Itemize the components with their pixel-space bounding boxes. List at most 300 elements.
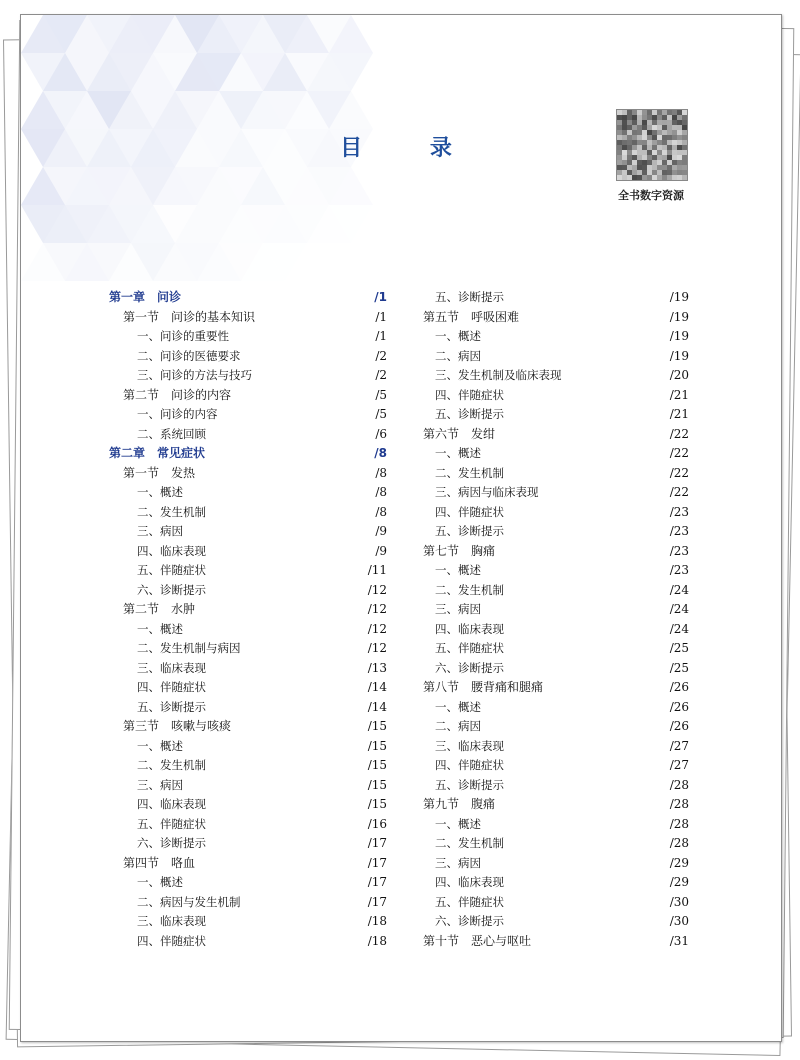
toc-entry-section[interactable] <box>423 795 689 815</box>
qr-cell <box>672 155 677 160</box>
qr-cell <box>672 130 677 135</box>
toc-entry-page: /6 <box>375 426 387 441</box>
toc-entry-title: 三、病因与临床表现 <box>435 485 539 499</box>
toc-entry-page: /18 <box>367 914 387 928</box>
toc-entry-page: /23 <box>669 543 689 558</box>
qr-cell <box>672 150 677 155</box>
qr-cell <box>672 120 677 125</box>
toc-entry-item[interactable] <box>109 932 387 952</box>
toc-entry-title: 二、病因与发生机制 <box>137 894 241 909</box>
toc-entry-section[interactable] <box>109 308 387 328</box>
qr-cell <box>657 160 662 165</box>
toc-entry-page: /29 <box>669 875 689 889</box>
qr-cell <box>622 135 627 140</box>
toc-entry-title: 六、诊断提示 <box>137 582 206 597</box>
toc-entry-item[interactable] <box>423 737 689 757</box>
toc-entry-section[interactable] <box>109 717 387 737</box>
toc-entry-item[interactable] <box>109 834 387 854</box>
toc-entry-item[interactable] <box>109 581 387 601</box>
qr-cell <box>682 110 687 115</box>
toc-entry-title: 二、病因 <box>435 719 481 733</box>
toc-entry-title: 第六节 发绀 <box>423 426 496 441</box>
toc-entry-item[interactable] <box>109 405 387 425</box>
toc-entry-page: /9 <box>375 524 387 538</box>
qr-cell <box>682 135 687 140</box>
toc-entry-title: 一、概述 <box>137 621 183 636</box>
toc-entry-item[interactable] <box>423 444 689 464</box>
toc-entry-item[interactable] <box>109 756 387 776</box>
qr-cell <box>632 155 637 160</box>
qr-cell <box>672 175 677 180</box>
qr-cell <box>627 120 632 125</box>
toc-entry-page: /1 <box>374 290 387 304</box>
toc-entry-page: /17 <box>367 894 387 909</box>
qr-cell <box>637 115 642 120</box>
page-title: 目 录 <box>340 136 482 161</box>
qr-cell <box>617 160 622 165</box>
toc-entry-page: /8 <box>375 485 387 499</box>
qr-cell <box>647 120 652 125</box>
toc-entry-item[interactable] <box>109 912 387 932</box>
toc-column-left <box>109 288 387 951</box>
qr-cell <box>637 125 642 130</box>
toc-entry-item[interactable] <box>109 698 387 718</box>
qr-cell <box>677 165 682 170</box>
toc-entry-section[interactable] <box>109 600 387 620</box>
toc-entry-title: 第二节 问诊的内容 <box>123 387 232 402</box>
qr-cell <box>652 140 657 145</box>
qr-cell <box>657 125 662 130</box>
qr-cell <box>657 135 662 140</box>
toc-entry-title: 二、发生机制 <box>137 504 206 519</box>
toc-entry-title: 二、发生机制与病因 <box>137 641 241 655</box>
qr-cell <box>622 120 627 125</box>
toc-entry-chapter[interactable] <box>109 288 387 308</box>
qr-cell <box>672 110 677 115</box>
qr-cell <box>617 150 622 155</box>
qr-cell <box>672 145 677 150</box>
toc-entry-page: /29 <box>669 855 689 870</box>
qr-cell <box>657 150 662 155</box>
toc-entry-item[interactable] <box>109 678 387 698</box>
toc-entry-page: /2 <box>375 368 387 382</box>
qr-cell <box>667 120 672 125</box>
toc-entry-page: /14 <box>367 680 387 694</box>
qr-cell <box>632 140 637 145</box>
toc-entry-item[interactable] <box>109 639 387 659</box>
toc-entry-title: 四、伴随症状 <box>435 758 504 772</box>
toc-entry-item[interactable] <box>109 873 387 893</box>
qr-cell <box>682 155 687 160</box>
toc-entry-item[interactable] <box>423 912 689 932</box>
toc-entry-item[interactable] <box>423 327 689 347</box>
qr-cell <box>667 170 672 175</box>
toc-entry-title: 二、发生机制 <box>435 836 504 850</box>
toc-entry-item[interactable] <box>423 834 689 854</box>
toc-entry-page: /19 <box>669 290 689 304</box>
toc-entry-title: 三、病因 <box>435 855 481 870</box>
toc-entry-item[interactable] <box>109 776 387 796</box>
toc-entry-page: /15 <box>367 738 387 753</box>
toc-entry-title: 四、伴随症状 <box>435 504 504 519</box>
qr-cell <box>622 145 627 150</box>
toc-entry-item[interactable] <box>423 854 689 874</box>
toc-entry-title: 第二节 水肿 <box>123 602 196 616</box>
toc-entry-item[interactable] <box>423 347 689 367</box>
toc-entry-item[interactable] <box>423 873 689 893</box>
toc-entry-item[interactable] <box>109 366 387 386</box>
qr-cell <box>622 155 627 160</box>
toc-entry-item[interactable] <box>423 483 689 503</box>
toc-entry-page: /27 <box>669 738 689 753</box>
qr-cell <box>642 145 647 150</box>
toc-entry-item[interactable] <box>423 405 689 425</box>
toc-entry-title: 六、诊断提示 <box>435 914 504 928</box>
toc-entry-section[interactable] <box>423 425 689 445</box>
qr-cell <box>677 110 682 115</box>
qr-cell <box>627 140 632 145</box>
qr-cell <box>647 125 652 130</box>
toc-entry-title: 二、发生机制 <box>435 582 504 597</box>
qr-cell <box>662 110 667 115</box>
qr-cell <box>642 115 647 120</box>
toc-entry-section[interactable] <box>423 542 689 562</box>
toc-entry-title: 二、发生机制 <box>137 758 206 772</box>
toc-entry-section[interactable] <box>109 854 387 874</box>
toc-entry-item[interactable] <box>109 620 387 640</box>
qr-cell <box>622 125 627 130</box>
qr-cell <box>647 165 652 170</box>
toc-entry-item[interactable] <box>423 600 689 620</box>
qr-cell <box>627 170 632 175</box>
qr-cell <box>657 155 662 160</box>
toc-entry-item[interactable] <box>423 639 689 659</box>
qr-cell <box>662 140 667 145</box>
qr-cell <box>637 130 642 135</box>
toc-entry-page: /13 <box>367 660 387 675</box>
toc-entry-item[interactable] <box>423 386 689 406</box>
qr-cell <box>632 120 637 125</box>
toc-entry-title: 一、问诊的重要性 <box>137 329 229 343</box>
toc-entry-title: 一、概述 <box>137 738 183 753</box>
qr-cell <box>682 160 687 165</box>
toc-entry-title: 一、问诊的内容 <box>137 407 218 421</box>
toc-entry-title: 五、诊断提示 <box>137 699 206 714</box>
qr-cell <box>677 125 682 130</box>
qr-cell <box>677 160 682 165</box>
qr-cell <box>632 175 637 180</box>
qr-cell <box>657 130 662 135</box>
toc-entry-item[interactable] <box>109 347 387 367</box>
toc-entry-item[interactable] <box>109 737 387 757</box>
toc-entry-item[interactable] <box>423 893 689 913</box>
toc-entry-page: /11 <box>367 563 387 577</box>
toc-entry-title: 五、伴随症状 <box>137 816 206 831</box>
toc-entry-section[interactable] <box>423 932 689 952</box>
qr-cell <box>617 135 622 140</box>
toc-entry-title: 第九节 腹痛 <box>423 797 496 811</box>
toc-entry-page: /8 <box>374 446 387 460</box>
qr-cell <box>647 110 652 115</box>
toc-entry-page: /8 <box>375 465 387 480</box>
qr-cell <box>667 140 672 145</box>
toc-entry-section[interactable] <box>423 308 689 328</box>
toc-entry-page: /17 <box>367 836 387 850</box>
qr-cell <box>632 110 637 115</box>
toc-entry-item[interactable] <box>423 581 689 601</box>
qr-cell <box>657 120 662 125</box>
toc-entry-item[interactable] <box>423 815 689 835</box>
qr-cell <box>622 175 627 180</box>
toc-entry-title: 五、伴随症状 <box>137 563 206 577</box>
toc-entry-page: /17 <box>367 855 387 870</box>
qr-cell <box>627 165 632 170</box>
qr-cell <box>627 130 632 135</box>
qr-cell <box>642 110 647 115</box>
toc-entry-title: 第三节 咳嗽与咳痰 <box>123 719 232 733</box>
toc-entry-page: /30 <box>669 894 689 909</box>
toc-entry-item[interactable] <box>109 795 387 815</box>
qr-cell <box>652 115 657 120</box>
toc-entry-title: 第四节 咯血 <box>123 855 196 870</box>
qr-cell <box>627 150 632 155</box>
qr-cell <box>647 155 652 160</box>
toc-entry-item[interactable] <box>423 522 689 542</box>
toc-entry-page: /23 <box>669 563 689 577</box>
toc-entry-item[interactable] <box>423 698 689 718</box>
toc-entry-item[interactable] <box>423 561 689 581</box>
qr-cell <box>627 115 632 120</box>
toc-entry-title: 第一节 问诊的基本知识 <box>123 309 256 324</box>
toc-entry-item[interactable] <box>423 756 689 776</box>
toc-entry-page: /12 <box>367 621 387 636</box>
qr-cell <box>667 160 672 165</box>
toc-page <box>20 14 782 1042</box>
qr-cell <box>642 155 647 160</box>
qr-cell <box>677 155 682 160</box>
toc-entry-title: 第八节 腰背痛和腿痛 <box>423 680 544 694</box>
toc-entry-title: 四、临床表现 <box>137 797 206 811</box>
toc-column-right <box>423 288 689 951</box>
qr-cell <box>662 175 667 180</box>
toc-entry-title: 一、概述 <box>435 329 481 343</box>
qr-cell <box>672 170 677 175</box>
toc-entry-item[interactable] <box>423 464 689 484</box>
qr-cell <box>617 145 622 150</box>
toc-entry-page: /24 <box>669 602 689 616</box>
toc-entry-title: 四、伴随症状 <box>137 680 206 694</box>
qr-cell <box>652 175 657 180</box>
qr-cell <box>652 130 657 135</box>
qr-cell <box>677 130 682 135</box>
qr-cell <box>652 135 657 140</box>
toc-entry-page: /23 <box>669 504 689 519</box>
toc-entry-item[interactable] <box>109 561 387 581</box>
qr-cell <box>677 170 682 175</box>
qr-cell <box>667 125 672 130</box>
toc-entry-page: /30 <box>669 914 689 928</box>
qr-cell <box>652 155 657 160</box>
qr-cell <box>662 125 667 130</box>
qr-cell <box>632 165 637 170</box>
toc-entry-item[interactable] <box>109 503 387 523</box>
qr-cell <box>637 110 642 115</box>
qr-cell <box>667 155 672 160</box>
qr-cell <box>682 150 687 155</box>
toc-entry-page: /24 <box>669 621 689 636</box>
toc-entry-title: 五、诊断提示 <box>435 290 504 304</box>
qr-cell <box>672 165 677 170</box>
toc-entry-page: /26 <box>669 699 689 714</box>
qr-cell <box>672 135 677 140</box>
toc-entry-title: 二、系统回顾 <box>137 426 206 441</box>
toc-entry-title: 第十节 恶心与呕吐 <box>423 933 532 948</box>
toc-entry-title: 第二章 常见症状 <box>109 446 206 460</box>
qr-cell <box>642 130 647 135</box>
qr-cell <box>662 115 667 120</box>
toc-entry-page: /28 <box>669 777 689 792</box>
qr-cell <box>637 165 642 170</box>
qr-cell <box>682 125 687 130</box>
qr-cell <box>682 115 687 120</box>
qr-cell <box>657 145 662 150</box>
qr-cell <box>632 115 637 120</box>
qr-cell <box>637 135 642 140</box>
toc-entry-item[interactable] <box>423 288 689 308</box>
qr-cell <box>662 150 667 155</box>
toc-entry-page: /12 <box>367 641 387 655</box>
qr-cell <box>672 160 677 165</box>
qr-cell <box>617 165 622 170</box>
qr-cell <box>657 115 662 120</box>
toc-entry-page: /15 <box>367 797 387 811</box>
toc-entry-page: /25 <box>669 660 689 675</box>
toc-entry-title: 一、概述 <box>137 875 183 889</box>
qr-cell <box>637 120 642 125</box>
toc-entry-item[interactable] <box>423 366 689 386</box>
qr-cell <box>682 175 687 180</box>
toc-entry-chapter[interactable] <box>109 444 387 464</box>
qr-cell <box>657 140 662 145</box>
toc-entry-title: 四、伴随症状 <box>435 387 504 402</box>
toc-entry-title: 一、概述 <box>435 563 481 577</box>
qr-cell <box>617 140 622 145</box>
qr-cell <box>652 160 657 165</box>
qr-cell <box>617 110 622 115</box>
toc-entry-section[interactable] <box>109 386 387 406</box>
toc-entry-section[interactable] <box>423 678 689 698</box>
qr-cell <box>642 160 647 165</box>
qr-cell <box>637 150 642 155</box>
toc-entry-item[interactable] <box>109 659 387 679</box>
qr-cell <box>657 170 662 175</box>
qr-cell <box>662 165 667 170</box>
qr-cell <box>652 165 657 170</box>
qr-code-label: 全书数字资源 <box>618 189 684 202</box>
qr-cell <box>642 175 647 180</box>
toc-entry-title: 三、病因 <box>435 602 481 616</box>
qr-cell <box>617 170 622 175</box>
qr-cell <box>622 165 627 170</box>
qr-cell <box>657 165 662 170</box>
qr-code[interactable] <box>616 109 688 181</box>
qr-cell <box>617 155 622 160</box>
toc-entry-title: 一、概述 <box>435 816 481 831</box>
toc-entry-title: 五、诊断提示 <box>435 777 504 792</box>
toc-entry-page: /12 <box>367 582 387 597</box>
toc-entry-item[interactable] <box>109 483 387 503</box>
toc-entry-page: /22 <box>669 485 689 499</box>
toc-entry-title: 三、临床表现 <box>137 914 206 928</box>
qr-cell <box>682 170 687 175</box>
qr-cell <box>637 175 642 180</box>
qr-cell <box>662 155 667 160</box>
toc-entry-item[interactable] <box>109 327 387 347</box>
toc-entry-page: /1 <box>375 329 387 343</box>
qr-cell <box>677 145 682 150</box>
qr-cell <box>652 150 657 155</box>
toc-entry-item[interactable] <box>109 893 387 913</box>
qr-cell <box>652 125 657 130</box>
toc-entry-item[interactable] <box>109 425 387 445</box>
qr-cell <box>622 140 627 145</box>
toc-entry-item[interactable] <box>423 776 689 796</box>
qr-cell <box>672 140 677 145</box>
qr-cell <box>652 120 657 125</box>
qr-cell <box>667 150 672 155</box>
toc-entry-title: 五、伴随症状 <box>435 641 504 655</box>
toc-entry-title: 五、诊断提示 <box>435 524 504 538</box>
qr-cell <box>667 130 672 135</box>
toc-entry-page: /28 <box>669 797 689 811</box>
toc-entry-page: /15 <box>367 719 387 733</box>
qr-cell <box>627 110 632 115</box>
toc-entry-page: /14 <box>367 699 387 714</box>
qr-cell <box>682 120 687 125</box>
qr-cell <box>652 145 657 150</box>
toc-entry-title: 三、发生机制及临床表现 <box>435 368 562 382</box>
toc-entry-item[interactable] <box>109 542 387 562</box>
toc-entry-page: /17 <box>367 875 387 889</box>
qr-cell <box>642 150 647 155</box>
qr-cell <box>662 135 667 140</box>
toc-entry-item[interactable] <box>423 503 689 523</box>
toc-entry-item[interactable] <box>109 522 387 542</box>
qr-cell <box>637 160 642 165</box>
toc-entry-item[interactable] <box>423 659 689 679</box>
toc-entry-page: /22 <box>669 426 689 441</box>
qr-cell <box>632 170 637 175</box>
toc-entry-title: 第一节 发热 <box>123 465 196 480</box>
toc-entry-page: /21 <box>669 387 689 402</box>
toc-entry-item[interactable] <box>109 815 387 835</box>
qr-cell <box>672 125 677 130</box>
toc-entry-section[interactable] <box>109 464 387 484</box>
qr-cell <box>672 115 677 120</box>
toc-entry-title: 三、临床表现 <box>137 660 206 675</box>
toc-entry-item[interactable] <box>423 620 689 640</box>
toc-entry-title: 三、问诊的方法与技巧 <box>137 368 252 382</box>
toc-entry-item[interactable] <box>423 717 689 737</box>
qr-cell <box>617 120 622 125</box>
toc-entry-title: 五、伴随症状 <box>435 894 504 909</box>
qr-cell <box>642 140 647 145</box>
qr-cell <box>677 175 682 180</box>
qr-cell <box>677 140 682 145</box>
qr-cell <box>677 135 682 140</box>
qr-cell <box>647 175 652 180</box>
toc-entry-page: /2 <box>375 348 387 363</box>
